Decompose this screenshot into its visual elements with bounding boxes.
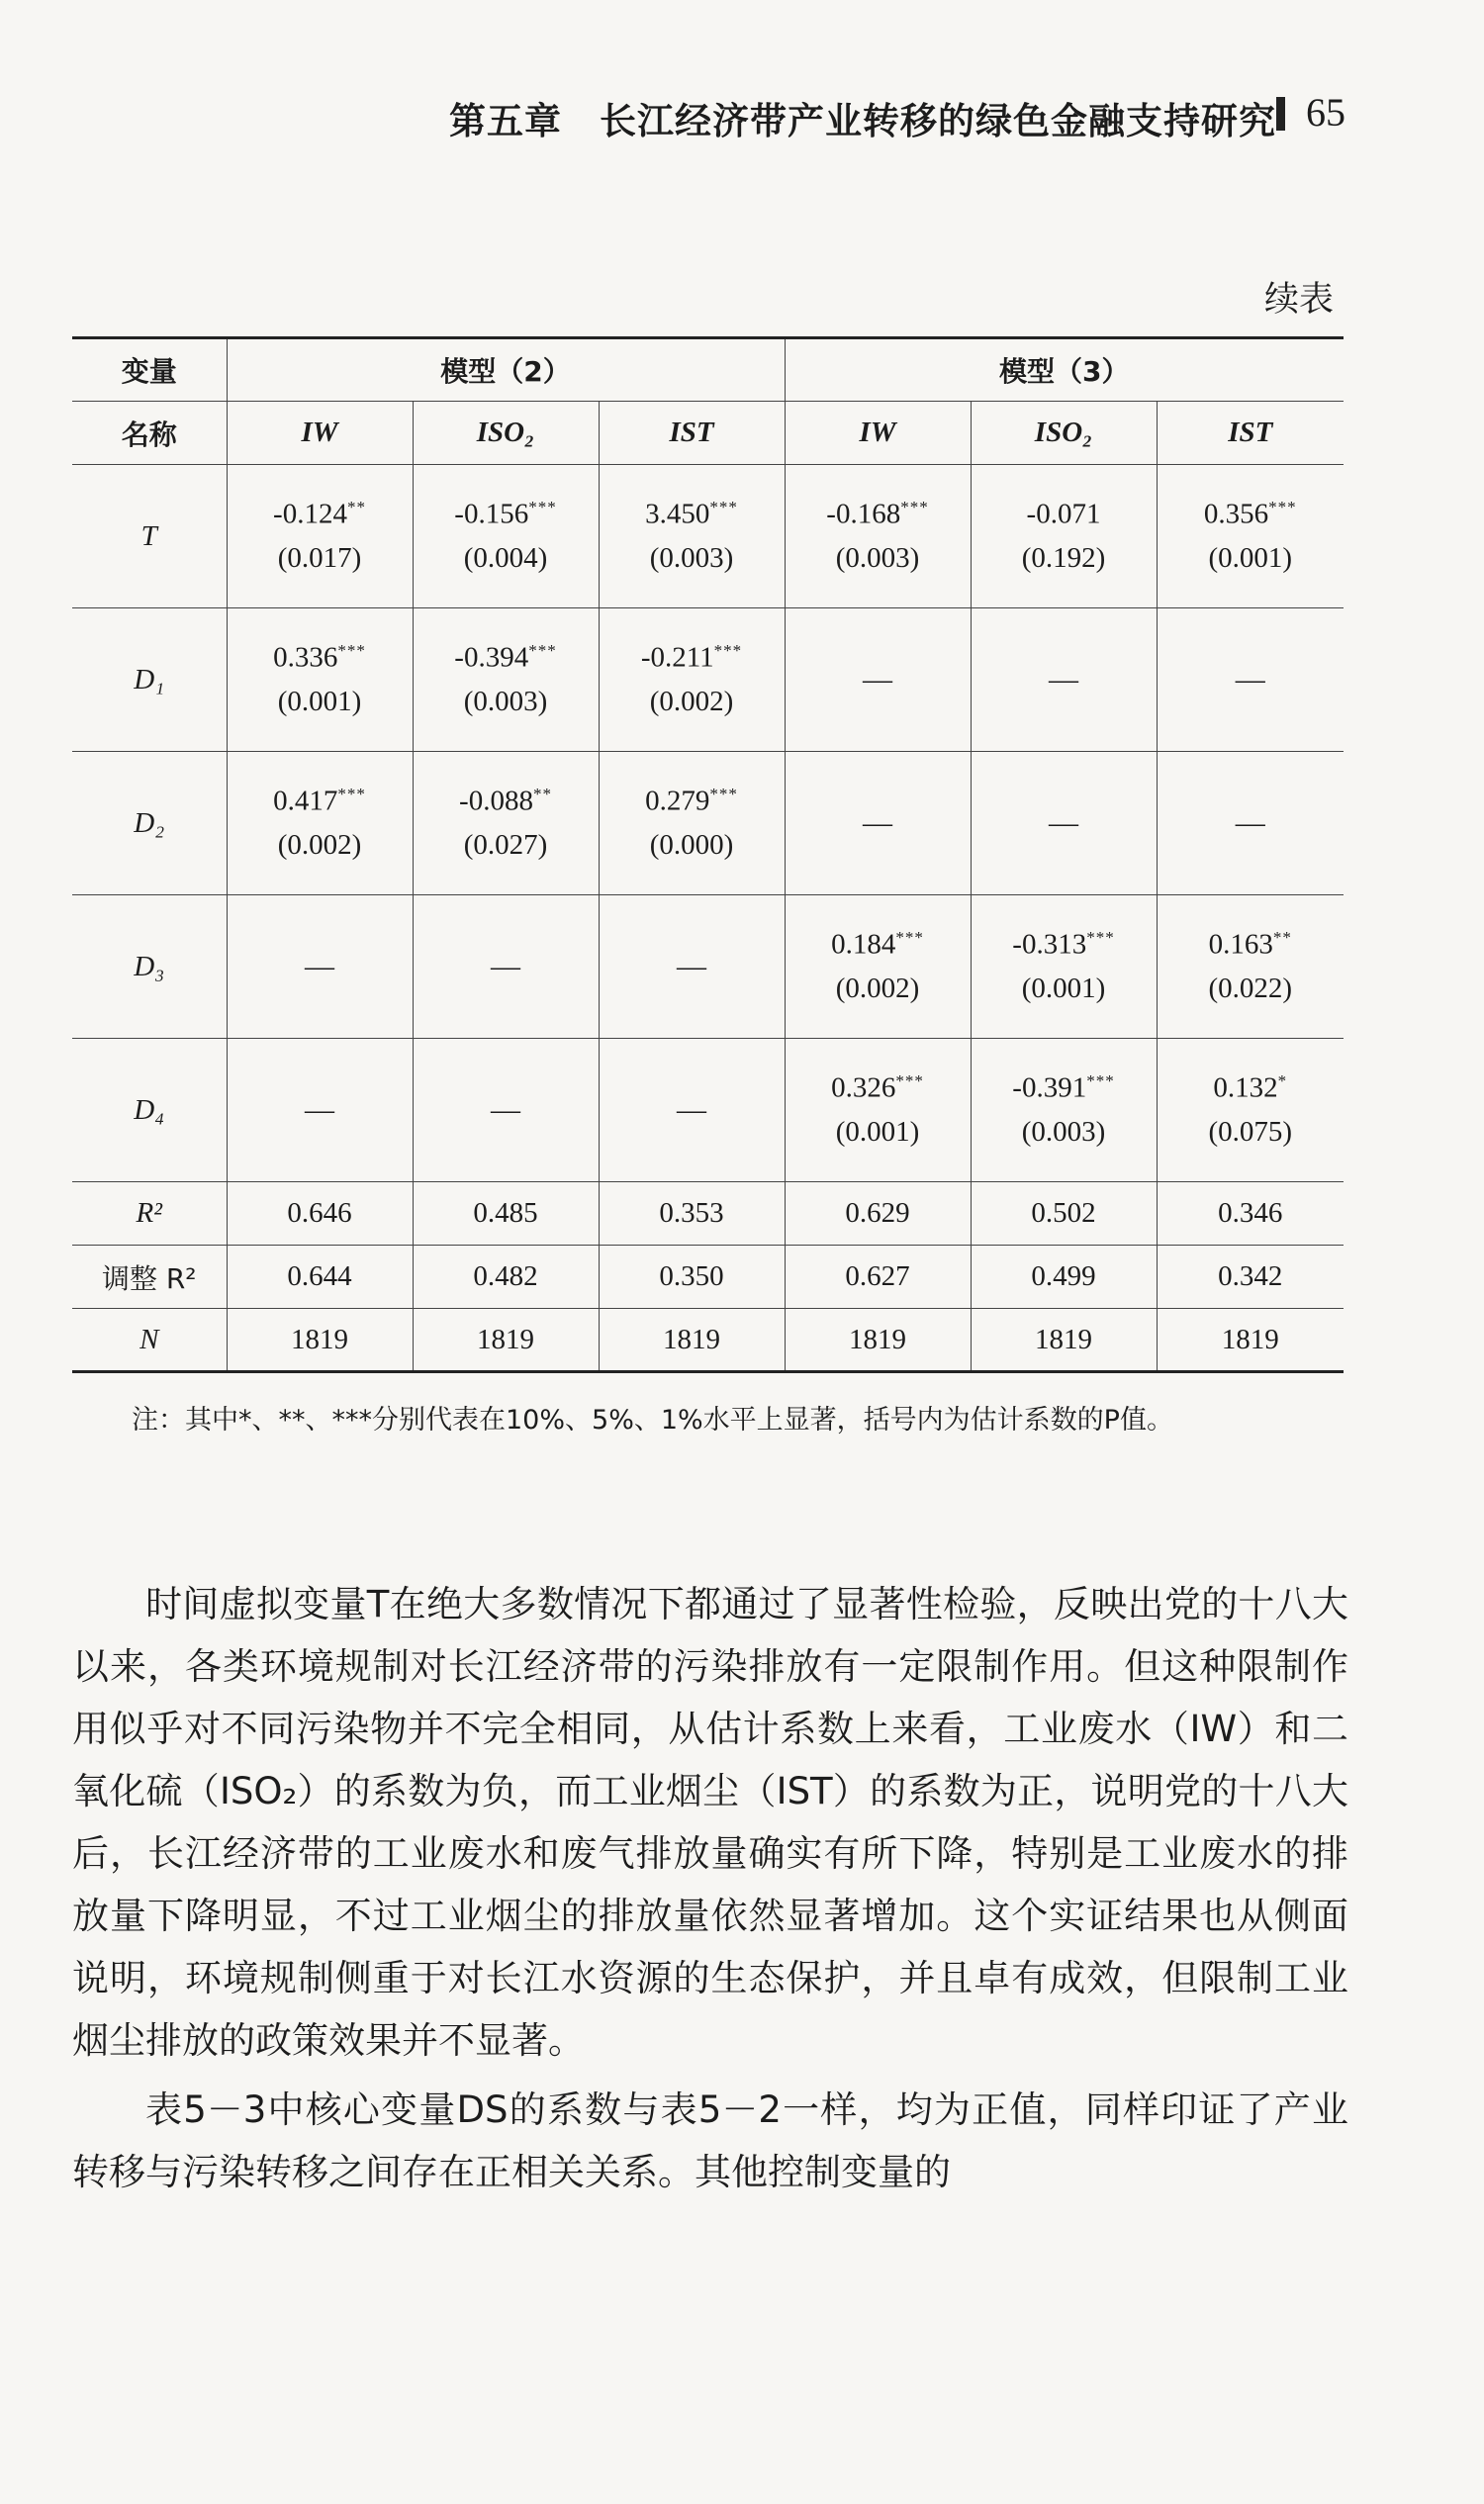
coefficient-value: 0.356 bbox=[1203, 498, 1269, 530]
p-value: (0.192) bbox=[1021, 542, 1106, 575]
p-value: (0.002) bbox=[835, 973, 920, 1005]
page-number: 65 bbox=[1306, 90, 1345, 135]
table-row bbox=[72, 465, 1344, 608]
empty-dash: — bbox=[1049, 806, 1079, 839]
table-note: 注：其中*、**、***分别代表在10%、5%、1%水平上显著，括号内为估计系数的P值。 bbox=[132, 1405, 1173, 1436]
coefficient-cell bbox=[599, 752, 785, 895]
coefficient-cell bbox=[413, 608, 599, 752]
coefficient-cell bbox=[413, 895, 599, 1039]
row-variable-name: T bbox=[72, 465, 227, 608]
coefficient-value-line bbox=[600, 641, 785, 675]
coefficient-value: 0.132 bbox=[1213, 1071, 1278, 1104]
variable-header-bottom: 名称 bbox=[72, 402, 227, 465]
stat-value: 0.482 bbox=[413, 1246, 599, 1309]
stat-value: 0.342 bbox=[1157, 1246, 1344, 1309]
table-row bbox=[72, 895, 1344, 1039]
coefficient-value: 0.184 bbox=[831, 928, 896, 961]
body-paragraph: 表5－3中核心变量DS的系数与表5－2一样，均为正值，同样印证了产业转移与污染转移之间存在正相关关系。其他控制变量的 bbox=[72, 2088, 1348, 2193]
row-variable-name: D₁ bbox=[72, 608, 227, 752]
significance-stars: *** bbox=[895, 927, 924, 947]
coefficient-value: 0.163 bbox=[1208, 928, 1273, 961]
coefficient-value: -0.394 bbox=[454, 641, 529, 674]
stat-value: 1819 bbox=[1157, 1309, 1344, 1372]
running-head bbox=[0, 91, 1484, 140]
empty-dash: — bbox=[491, 1093, 520, 1126]
body-paragraph: 时间虚拟变量T在绝大多数情况下都通过了显著性检验，反映出党的十八大以来，各类环境规制对长江经济带的污染排放有一定限制作用。但这种限制作用似乎对不同污染物并不完全相同，从估计系数上来看，工业废水（IW）和二氧化硫（ISO₂）的系数为负，而工业烟尘（IST）的系数为正，说明党的十八大后，长江经济带的工业废水和废气排放量确实有所下降，特别是工业废水的排放量下降明显，不过工业烟尘的排放量依然显著增加。这个实证结果也从侧面说明，环境规制侧重于对长江水资源的生态保护，并且卓有成效，但限制工业烟尘排放的政策效果并不显著。 bbox=[72, 1583, 1348, 2062]
coefficient-value-line bbox=[414, 785, 599, 818]
row-variable-name: D₃ bbox=[72, 895, 227, 1039]
coefficient-value-line bbox=[600, 785, 785, 818]
coefficient-cell bbox=[1157, 752, 1344, 895]
coefficient-value: -0.168 bbox=[826, 498, 901, 530]
p-value: (0.017) bbox=[277, 542, 362, 575]
coefficient-value: -0.391 bbox=[1012, 1071, 1087, 1104]
variable-header-top: 变量 bbox=[72, 338, 227, 402]
stat-name: R² bbox=[72, 1182, 227, 1246]
coefficient-cell bbox=[785, 465, 971, 608]
significance-stars: ** bbox=[1272, 927, 1292, 947]
dep-var-header: ISO₂ bbox=[971, 402, 1157, 465]
regression-table bbox=[72, 336, 1344, 1373]
significance-stars: *** bbox=[1268, 497, 1297, 516]
coefficient-value-line bbox=[1158, 498, 1345, 531]
p-value: (0.001) bbox=[1021, 973, 1106, 1005]
table-row bbox=[72, 608, 1344, 752]
significance-stars: ** bbox=[532, 784, 552, 803]
coefficient-value: 0.336 bbox=[273, 641, 338, 674]
stat-value: 1819 bbox=[971, 1309, 1157, 1372]
p-value: (0.004) bbox=[463, 542, 548, 575]
chapter-title: 第五章 长江经济带产业转移的绿色金融支持研究 bbox=[449, 100, 1276, 142]
empty-dash: — bbox=[1235, 663, 1265, 696]
coefficient-value-line bbox=[228, 498, 413, 531]
empty-dash: — bbox=[305, 950, 334, 982]
significance-stars: ** bbox=[346, 497, 366, 516]
coefficient-value-line bbox=[228, 641, 413, 675]
coefficient-cell bbox=[971, 752, 1157, 895]
stat-value: 0.353 bbox=[599, 1182, 785, 1246]
coefficient-cell bbox=[599, 465, 785, 608]
coefficient-cell bbox=[413, 465, 599, 608]
table-continued-label: 续表 bbox=[1263, 280, 1334, 320]
stat-value: 1819 bbox=[785, 1309, 971, 1372]
significance-stars: *** bbox=[337, 640, 366, 660]
p-value: (0.003) bbox=[649, 542, 734, 575]
significance-stars: *** bbox=[1086, 927, 1115, 947]
empty-dash: — bbox=[677, 950, 706, 982]
p-value: (0.003) bbox=[1021, 1116, 1106, 1149]
p-value: (0.022) bbox=[1208, 973, 1293, 1005]
coefficient-value: -0.313 bbox=[1012, 928, 1087, 961]
p-value: (0.027) bbox=[463, 829, 548, 862]
significance-stars: *** bbox=[713, 640, 743, 660]
coefficient-value: -0.156 bbox=[454, 498, 529, 530]
stat-value: 0.627 bbox=[785, 1246, 971, 1309]
coefficient-value-line bbox=[1158, 1071, 1345, 1105]
coefficient-value: 0.417 bbox=[273, 785, 338, 817]
empty-dash: — bbox=[1049, 663, 1079, 696]
stat-value: 0.502 bbox=[971, 1182, 1157, 1246]
significance-stars: *** bbox=[528, 497, 557, 516]
coefficient-cell bbox=[1157, 1039, 1344, 1182]
coefficient-value: -0.088 bbox=[459, 785, 533, 817]
p-value: (0.002) bbox=[649, 686, 734, 718]
coefficient-cell bbox=[227, 752, 413, 895]
coefficient-cell bbox=[785, 608, 971, 752]
dep-var-header: ISO₂ bbox=[413, 402, 599, 465]
empty-dash: — bbox=[1235, 806, 1265, 839]
coefficient-value-line bbox=[1158, 928, 1345, 962]
stat-value: 0.485 bbox=[413, 1182, 599, 1246]
p-value: (0.001) bbox=[277, 686, 362, 718]
coefficient-value-line bbox=[972, 1071, 1157, 1105]
coefficient-cell bbox=[785, 752, 971, 895]
significance-stars: *** bbox=[895, 1070, 924, 1090]
empty-dash: — bbox=[863, 806, 893, 839]
coefficient-cell bbox=[413, 1039, 599, 1182]
coefficient-value-line bbox=[228, 785, 413, 818]
coefficient-value: 0.326 bbox=[831, 1071, 896, 1104]
coefficient-value-line bbox=[972, 498, 1157, 531]
header-separator-bar bbox=[1276, 97, 1285, 131]
coefficient-value-line bbox=[972, 928, 1157, 962]
stat-name: N bbox=[72, 1309, 227, 1372]
coefficient-value-line bbox=[786, 498, 971, 531]
model-2-header: 模型（2） bbox=[227, 338, 785, 402]
significance-stars: *** bbox=[709, 784, 738, 803]
coefficient-cell bbox=[227, 608, 413, 752]
significance-stars: *** bbox=[337, 784, 366, 803]
coefficient-value-line bbox=[600, 498, 785, 531]
coefficient-cell bbox=[599, 608, 785, 752]
coefficient-cell bbox=[227, 895, 413, 1039]
coefficient-cell bbox=[227, 1039, 413, 1182]
coefficient-cell bbox=[971, 1039, 1157, 1182]
coefficient-cell bbox=[1157, 608, 1344, 752]
dep-var-header: IW bbox=[785, 402, 971, 465]
coefficient-cell bbox=[971, 608, 1157, 752]
coefficient-cell bbox=[599, 1039, 785, 1182]
coefficient-cell bbox=[1157, 895, 1344, 1039]
coefficient-value-line bbox=[414, 498, 599, 531]
coefficient-value: 3.450 bbox=[645, 498, 710, 530]
stat-name: 调整 R² bbox=[72, 1246, 227, 1309]
coefficient-cell bbox=[971, 895, 1157, 1039]
p-value: (0.001) bbox=[835, 1116, 920, 1149]
significance-stars: *** bbox=[900, 497, 929, 516]
dep-var-header: IST bbox=[1157, 402, 1344, 465]
coefficient-cell bbox=[413, 752, 599, 895]
body-text bbox=[72, 1573, 1348, 2210]
model-3-header: 模型（3） bbox=[785, 338, 1344, 402]
stat-value: 0.646 bbox=[227, 1182, 413, 1246]
stat-row bbox=[72, 1182, 1344, 1246]
stat-value: 0.644 bbox=[227, 1246, 413, 1309]
coefficient-value: -0.124 bbox=[273, 498, 347, 530]
p-value: (0.075) bbox=[1208, 1116, 1293, 1149]
p-value: (0.003) bbox=[463, 686, 548, 718]
p-value: (0.003) bbox=[835, 542, 920, 575]
significance-stars: * bbox=[1277, 1070, 1288, 1090]
significance-stars: *** bbox=[709, 497, 738, 516]
stat-value: 0.350 bbox=[599, 1246, 785, 1309]
stat-value: 0.629 bbox=[785, 1182, 971, 1246]
dep-var-header: IST bbox=[599, 402, 785, 465]
coefficient-value: -0.071 bbox=[1026, 498, 1101, 530]
p-value: (0.000) bbox=[649, 829, 734, 862]
coefficient-cell bbox=[227, 465, 413, 608]
empty-dash: — bbox=[491, 950, 520, 982]
row-variable-name: D₄ bbox=[72, 1039, 227, 1182]
stat-row bbox=[72, 1309, 1344, 1372]
coefficient-value-line bbox=[414, 641, 599, 675]
significance-stars: *** bbox=[528, 640, 557, 660]
coefficient-cell bbox=[599, 895, 785, 1039]
coefficient-cell bbox=[785, 895, 971, 1039]
coefficient-value: 0.279 bbox=[645, 785, 710, 817]
coefficient-value: -0.211 bbox=[640, 641, 714, 674]
stat-value: 0.346 bbox=[1157, 1182, 1344, 1246]
dep-var-header: IW bbox=[227, 402, 413, 465]
table-row bbox=[72, 1039, 1344, 1182]
stat-value: 0.499 bbox=[971, 1246, 1157, 1309]
p-value: (0.002) bbox=[277, 829, 362, 862]
coefficient-cell bbox=[971, 465, 1157, 608]
stat-value: 1819 bbox=[599, 1309, 785, 1372]
empty-dash: — bbox=[863, 663, 893, 696]
empty-dash: — bbox=[677, 1093, 706, 1126]
significance-stars: *** bbox=[1086, 1070, 1115, 1090]
empty-dash: — bbox=[305, 1093, 334, 1126]
coefficient-cell bbox=[785, 1039, 971, 1182]
coefficient-cell bbox=[1157, 465, 1344, 608]
coefficient-value-line bbox=[786, 928, 971, 962]
table-row bbox=[72, 752, 1344, 895]
stat-value: 1819 bbox=[413, 1309, 599, 1372]
row-variable-name: D₂ bbox=[72, 752, 227, 895]
p-value: (0.001) bbox=[1208, 542, 1293, 575]
coefficient-value-line bbox=[786, 1071, 971, 1105]
stat-row bbox=[72, 1246, 1344, 1309]
stat-value: 1819 bbox=[227, 1309, 413, 1372]
